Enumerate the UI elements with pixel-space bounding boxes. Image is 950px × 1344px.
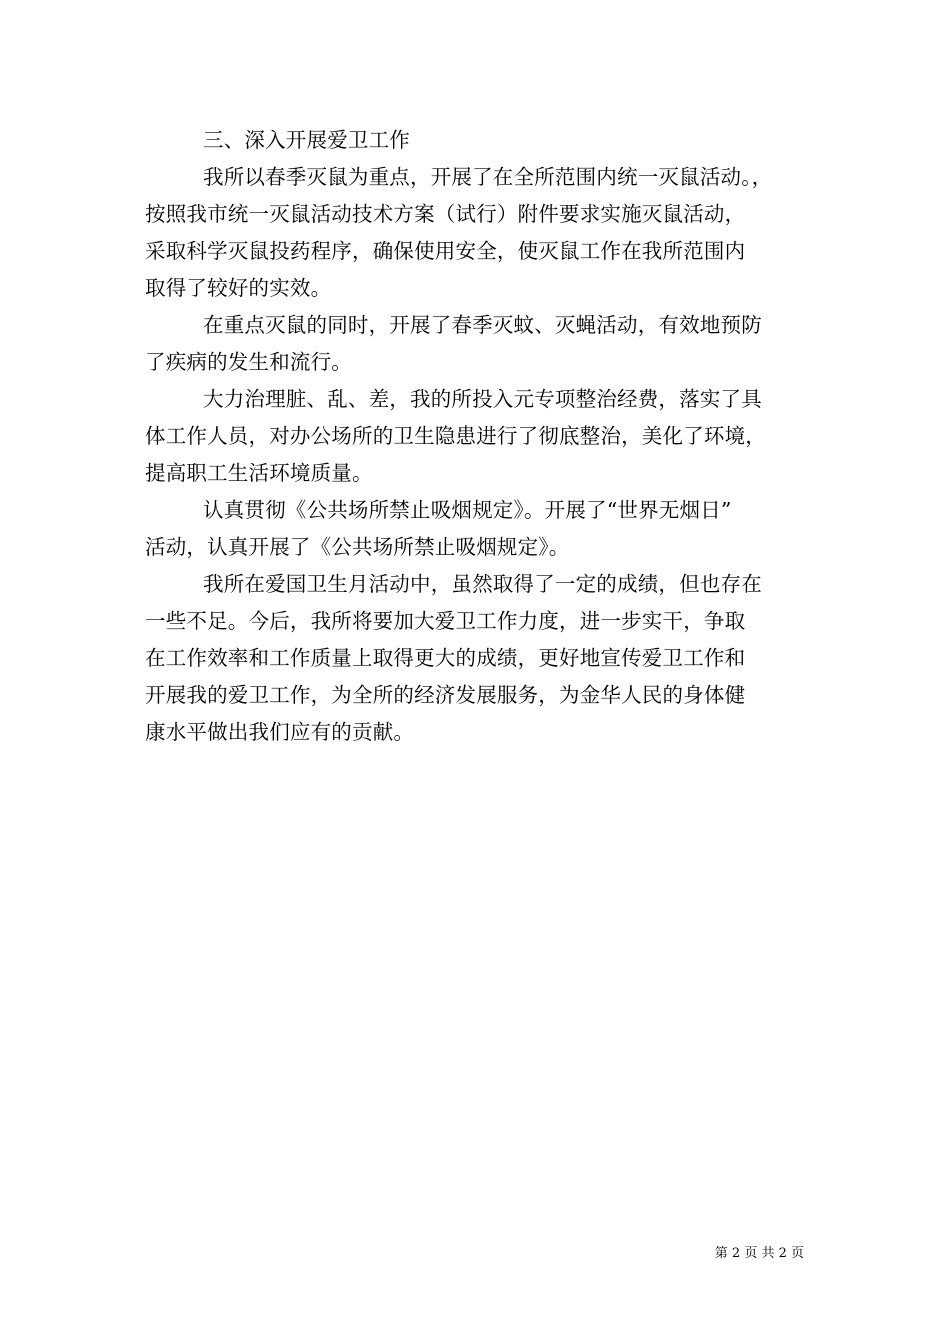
page-number: 第 2 页 共 2 页 xyxy=(714,1246,804,1261)
paragraph-line: 体工作人员，对办公场所的卫生隐患进行了彻底整治，美化了环境， xyxy=(145,424,766,448)
paragraph-line: 活动，认真开展了《公共场所禁止吸烟规定》。 xyxy=(145,535,570,559)
paragraph-line: 大力治理脏、乱、差，我的所投入元专项整治经费，落实了具 xyxy=(203,387,762,411)
paragraph-line: 取得了较好的实效。 xyxy=(145,276,332,300)
section-heading: 三、深入开展爱卫工作 xyxy=(203,128,410,152)
paragraph-line: 提高职工生活环境质量。 xyxy=(145,461,373,485)
paragraph-line: 在工作效率和工作质量上取得更大的成绩，更好地宣传爱卫工作和 xyxy=(145,646,746,670)
paragraph-line: 开展我的爱卫工作，为全所的经济发展服务，为金华人民的身体健 xyxy=(145,683,746,707)
paragraph-line: 一些不足。今后，我所将要加大爱卫工作力度，进一步实干，争取 xyxy=(145,609,746,633)
paragraph-line: 我所以春季灭鼠为重点，开展了在全所范围内统一灭鼠活动。， xyxy=(203,165,773,189)
paragraph-line: 我所在爱国卫生月活动中，虽然取得了一定的成绩，但也存在 xyxy=(203,572,762,596)
paragraph-line: 按照我市统一灭鼠活动技术方案（试行）附件要求实施灭鼠活动， xyxy=(145,202,746,226)
paragraph-line: 康水平做出我们应有的贡献。 xyxy=(145,720,415,744)
paragraph-line: 认真贯彻《公共场所禁止吸烟规定》。开展了“世界无烟日” xyxy=(203,498,732,522)
paragraph-line: 采取科学灭鼠投药程序，确保使用安全，使灭鼠工作在我所范围内 xyxy=(145,239,746,263)
paragraph-line: 在重点灭鼠的同时，开展了春季灭蚊、灭蝇活动，有效地预防 xyxy=(203,313,762,337)
paragraph-line: 了疾病的发生和流行。 xyxy=(145,350,352,374)
